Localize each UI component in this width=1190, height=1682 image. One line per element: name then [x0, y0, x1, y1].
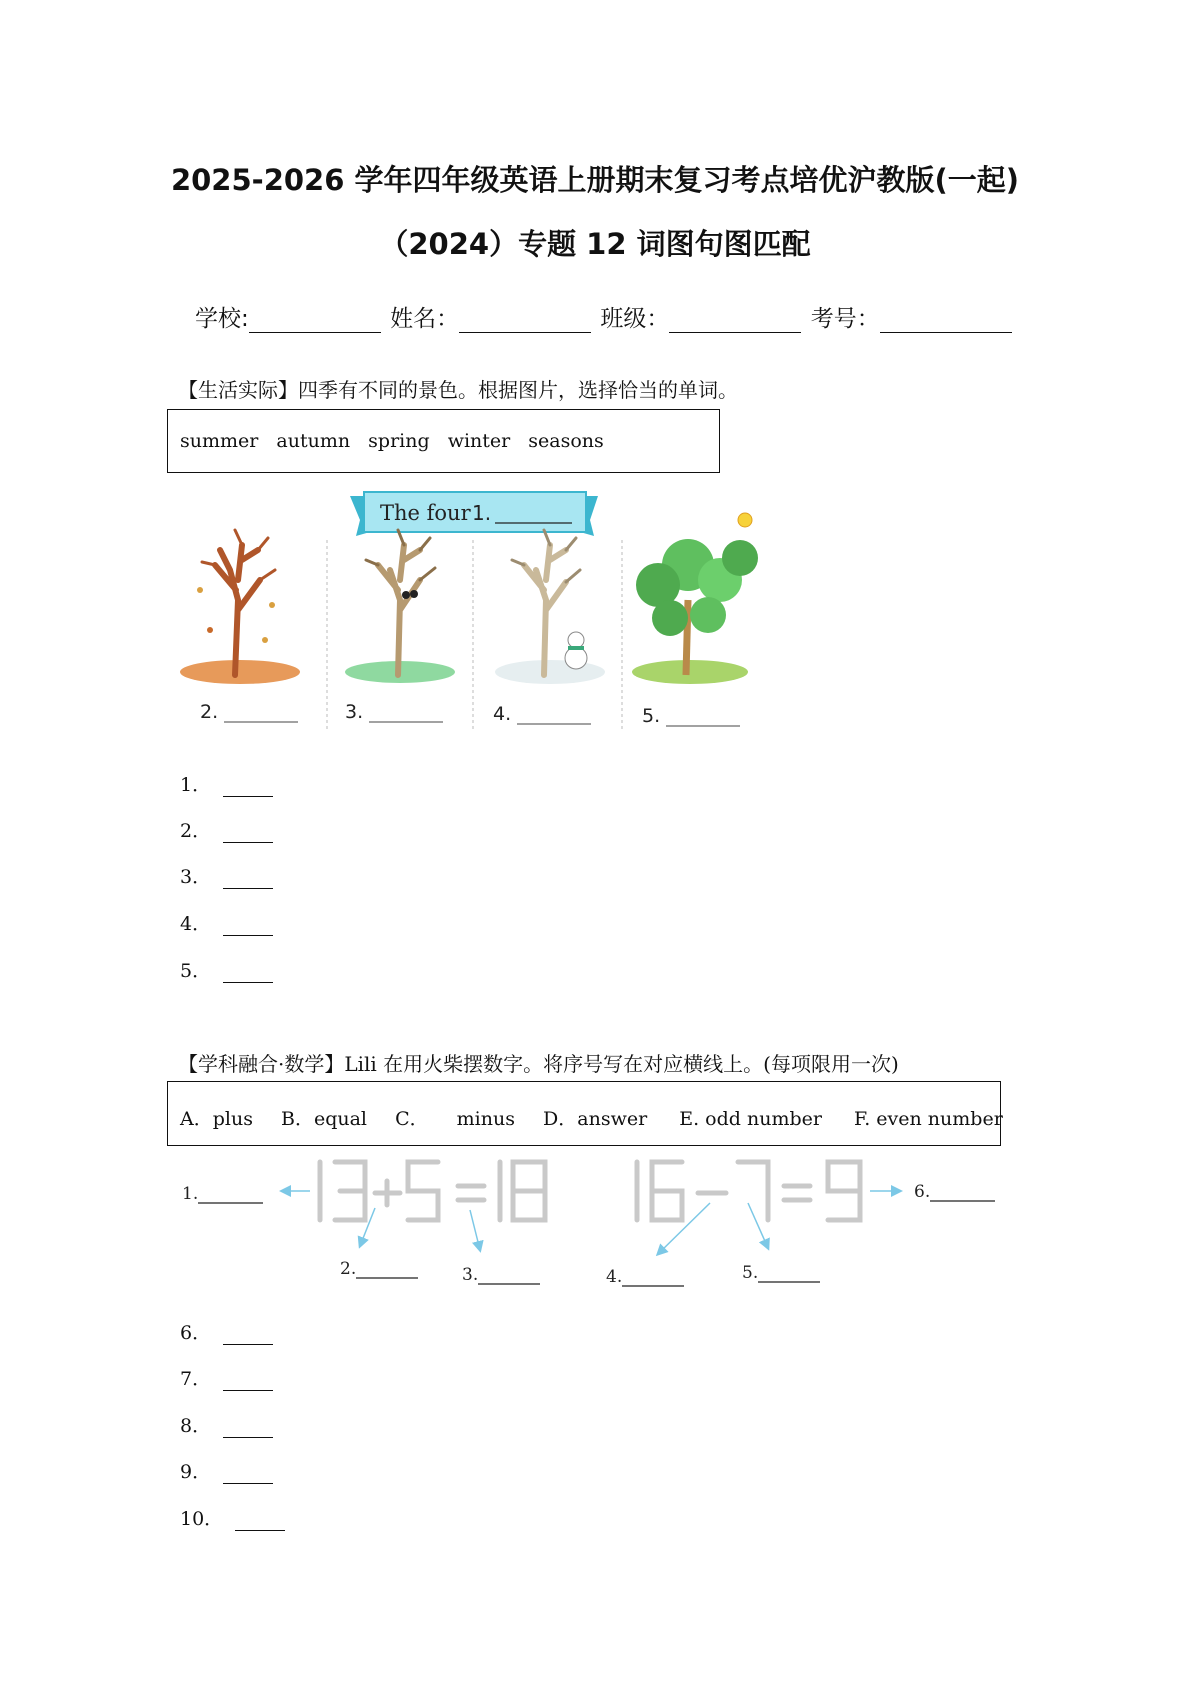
option-item: F. even number: [854, 1108, 1003, 1130]
title-banner: [350, 492, 598, 536]
word-bank-item: spring: [368, 430, 430, 452]
matchstick-diagram: [170, 1148, 1010, 1293]
options-box: [167, 1081, 1001, 1146]
class-blank[interactable]: [669, 310, 801, 333]
winter-tree-icon: [495, 530, 605, 684]
school-blank[interactable]: [249, 310, 381, 333]
option-item: A．plus: [180, 1108, 253, 1130]
answer-line: 6．: [180, 1318, 273, 1345]
exam-number-label: 考号：: [810, 306, 880, 332]
answer-line: 1．: [180, 770, 273, 797]
option-item: D．answer: [543, 1108, 648, 1130]
answer-line: 7．: [180, 1364, 273, 1391]
spring-tree-icon: [345, 530, 455, 683]
word-bank-box: [167, 409, 720, 473]
answer-blank[interactable]: [223, 1419, 273, 1438]
option-item: B．equal: [281, 1108, 368, 1130]
picture-label: 3.: [345, 701, 364, 723]
school-label: 学校:: [195, 306, 249, 332]
answer-line: 9．: [180, 1457, 273, 1484]
answer-line: 10．: [180, 1504, 285, 1531]
word-bank-item: summer: [180, 430, 259, 452]
answer-blank[interactable]: [223, 1326, 273, 1345]
answer-blank[interactable]: [223, 1372, 273, 1391]
answer-line: 4．: [180, 909, 273, 936]
seasons-illustration: [180, 490, 780, 740]
picture-label: 2.: [200, 701, 219, 723]
autumn-tree-icon: [180, 530, 300, 684]
option-item: minus: [456, 1108, 515, 1130]
word-bank-item: winter: [447, 430, 511, 452]
diagram-label: 2.: [340, 1259, 357, 1279]
summer-tree-icon: [632, 513, 758, 684]
equation-16-minus-7-equals-9: [637, 1162, 860, 1220]
answer-blank[interactable]: [223, 778, 273, 797]
answer-line: 5．: [180, 956, 273, 983]
answer-blank[interactable]: [223, 917, 273, 936]
class-label: 班级：: [600, 306, 670, 332]
option-item: C．: [395, 1108, 429, 1130]
diagram-label: 3.: [462, 1265, 479, 1285]
equation-13-plus-5-equals-18: [320, 1162, 545, 1220]
answer-line: 3．: [180, 862, 273, 889]
banner-text: The four: [380, 501, 471, 525]
section1-heading: 【生活实际】四季有不同的景色。根据图片，选择恰当的单词。: [178, 378, 738, 402]
answer-blank[interactable]: [223, 964, 273, 983]
word-bank-item: seasons: [528, 430, 604, 452]
picture-label: 4.: [493, 703, 512, 725]
answer-blank[interactable]: [223, 870, 273, 889]
option-item: E. odd number: [679, 1108, 822, 1130]
answer-blank[interactable]: [235, 1512, 285, 1531]
student-info-row: [195, 300, 1014, 333]
diagram-label: 1.: [182, 1184, 199, 1204]
answer-blank[interactable]: [223, 824, 273, 843]
section2-heading: 【学科融合·数学】Lili 在用火柴摆数字。将序号写在对应横线上。(每项限用一次): [178, 1052, 899, 1076]
diagram-label: 6.: [914, 1182, 931, 1202]
diagram-label: 4.: [606, 1267, 623, 1287]
name-label: 姓名：: [390, 306, 460, 332]
page-title: 2025-2026 学年四年级英语上册期末复习考点培优沪教版(一起): [170, 163, 1020, 197]
word-bank-item: autumn: [276, 430, 351, 452]
answer-line: 2．: [180, 816, 273, 843]
page-subtitle: （2024）专题 12 词图句图匹配: [379, 227, 811, 261]
diagram-label: 5.: [742, 1263, 759, 1283]
picture-label: 5.: [642, 705, 661, 727]
answer-blank[interactable]: [223, 1465, 273, 1484]
exam-number-blank[interactable]: [880, 310, 1012, 333]
banner-number: 1.: [472, 501, 492, 525]
name-blank[interactable]: [459, 310, 591, 333]
answer-line: 8．: [180, 1411, 273, 1438]
